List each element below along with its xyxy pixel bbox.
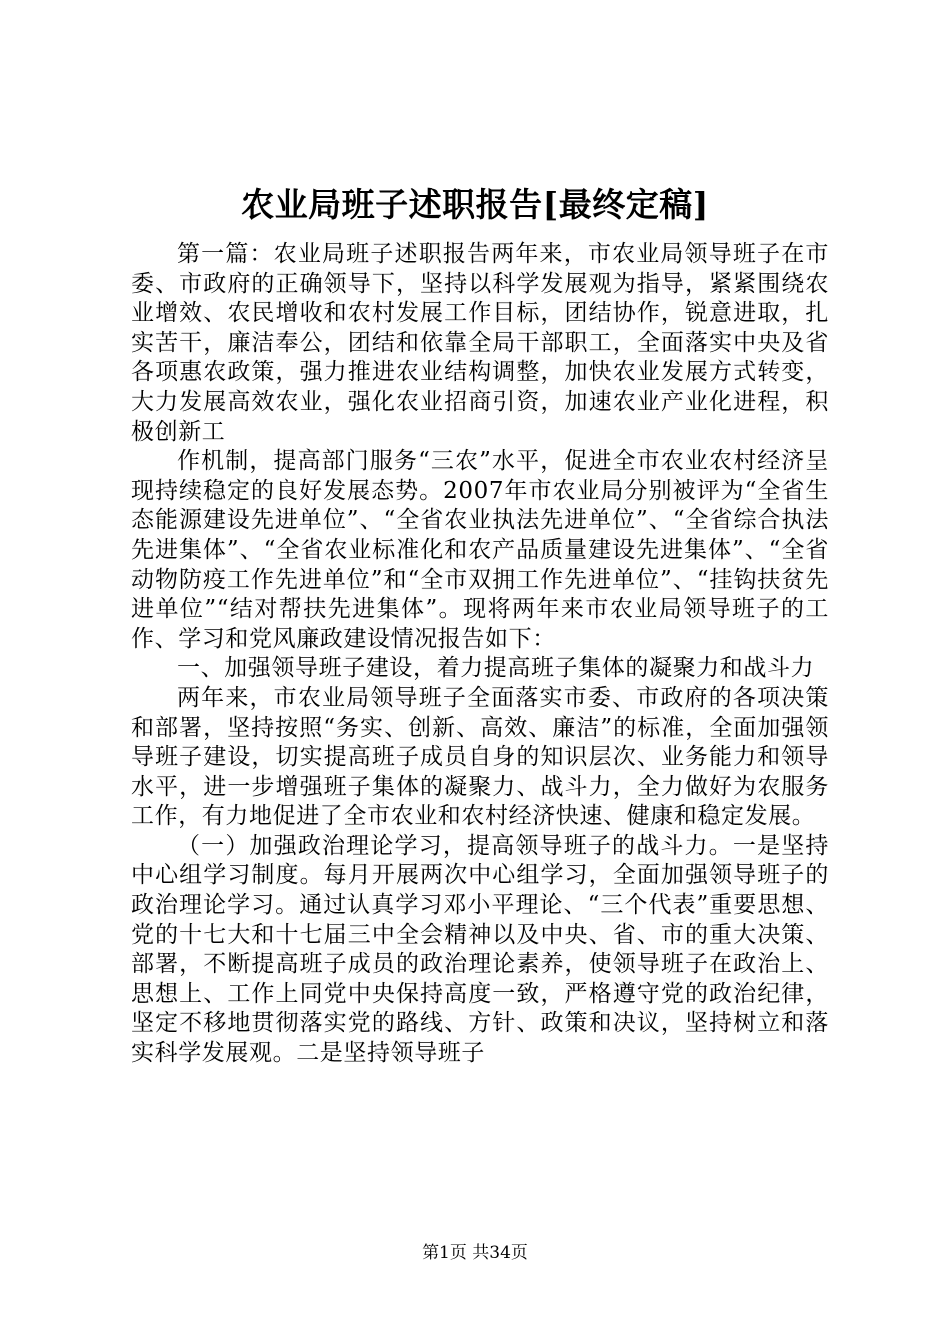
section-heading: 一、加强领导班子建设，着力提高班子集体的凝聚力和战斗力	[177, 655, 815, 682]
document-title: 农业局班子述职报告[最终定稿]	[241, 185, 709, 224]
paragraph: （一）加强政治理论学习，提高领导班子的战斗力。一是坚持中心组学习制度。每月开展两次中心组学习，全面加强领导班子的政治理论学习。通过认真学习邓小平理论、“三个代表”重要思想、党的十七大和十七届三中全会精神以及中央、省、市的重大决策、部署，不断提高班子成员的政治理论素养，使领导班子在政治上、思想上、工作上同党中央保持高度一致，严格遵守党的政治纪律，坚定不移地贯彻落实党的路线、方针、政策和决议，坚持树立和落实科学发展观。二是坚持领导班子	[131, 832, 829, 1067]
paragraph: 作机制，提高部门服务“三农”水平，促进全市农业农村经济呈现持续稳定的良好发展态势。2007年市农业局分别被评为“全省生态能源建设先进单位”、“全省农业执法先进单位”、“全省综合执法先进集体”、“全省农业标准化和农产品质量建设先进集体”、“全省动物防疫工作先进单位”和“全市双拥工作先进单位”、“挂钩扶贫先进单位”“结对帮扶先进集体”。现将两年来市农业局领导班子的工作、学习和党风廉政建设情况报告如下：	[131, 448, 829, 652]
paragraph: 第一篇：农业局班子述职报告两年来，市农业局领导班子在市委、市政府的正确领导下，坚持以科学发展观为指导，紧紧围绕农业增效、农民增收和农村发展工作目标，团结协作，锐意进取，扎实苦干，廉洁奉公，团结和依靠全局干部职工，全面落实中央及省各项惠农政策，强力推进农业结构调整，加快农业发展方式转变，大力发展高效农业，强化农业招商引资，加速农业产业化进程，积极创新工	[131, 241, 829, 445]
page-footer: 第1页 共34页	[422, 1243, 528, 1263]
document-body	[131, 240, 829, 1069]
paragraph: 两年来，市农业局领导班子全面落实市委、市政府的各项决策和部署，坚持按照“务实、创新、高效、廉洁”的标准，全面加强领导班子建设，切实提高班子成员自身的知识层次、业务能力和领导水平，进一步增强班子集体的凝聚力、战斗力，全力做好为农服务工作，有力地促进了全市农业和农村经济快速、健康和稳定发展。	[131, 684, 829, 830]
